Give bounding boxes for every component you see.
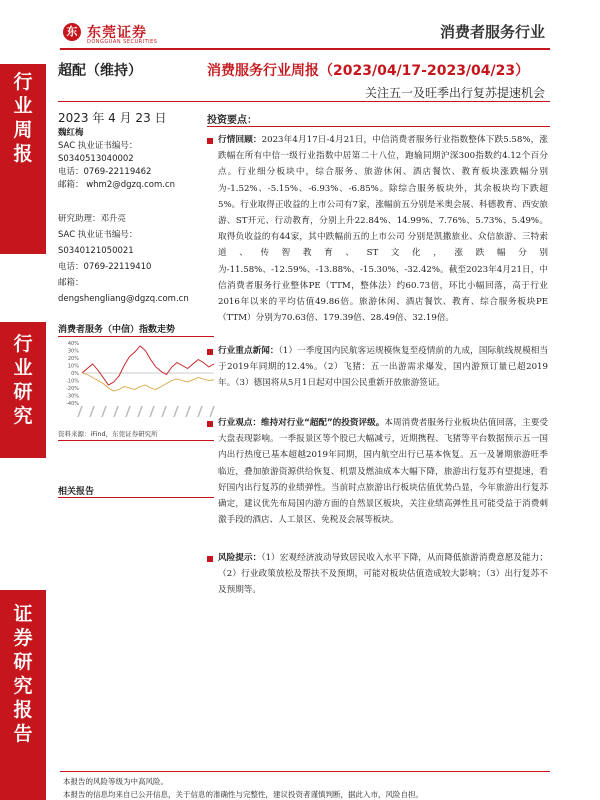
- x-tick-mark: [102, 406, 106, 417]
- industry-name: 消费者服务行业: [439, 23, 545, 41]
- assistant-email-label: 邮箱：: [58, 278, 84, 288]
- x-tick-mark: [162, 406, 166, 417]
- y-tick-label: 20%: [67, 356, 79, 362]
- chart-top-divider: [58, 336, 214, 337]
- analyst-name: 魏红梅: [58, 128, 84, 138]
- chart-title: 消费者服务（中信）指数走势: [58, 325, 176, 335]
- y-tick-label: -40%: [66, 401, 79, 407]
- x-tick-mark: [138, 406, 142, 417]
- header-divider: [60, 48, 550, 50]
- investment-divider: [207, 126, 550, 127]
- footer-disclaimer: 本报告的信息均来自已公开信息，关于信息的准确性与完整性，建议投资者谨慎判断，据此入市，风险自担。: [63, 790, 423, 799]
- assistant-block: [58, 211, 189, 307]
- side-band-char: 究: [13, 405, 33, 427]
- side-band-char: 业: [13, 95, 33, 117]
- side-band-char: 究: [13, 675, 33, 697]
- assistant-email: dengshengliang@dgzq.com.cn: [58, 294, 189, 304]
- side-band-securities-report: [0, 590, 46, 800]
- assistant-cert-label: SAC 执业证书编号：: [58, 230, 138, 240]
- footer-divider: [60, 771, 550, 772]
- bullet-icon: [207, 421, 213, 427]
- y-tick-label: 0%: [71, 371, 79, 377]
- assistant-phone: 电话：0769-22119410: [58, 262, 152, 272]
- analyst-phone: 电话：0769-22119462: [58, 167, 152, 177]
- side-band-char: 行: [13, 333, 33, 355]
- x-tick-mark: [114, 406, 118, 417]
- y-tick-label: -30%: [66, 393, 79, 400]
- y-tick-label: 30%: [67, 348, 79, 355]
- paragraph-lead: 风险提示：: [218, 553, 262, 563]
- assistant-name: 研究助理：邓升亮: [58, 214, 127, 224]
- analyst-cert: S0340513040002: [58, 154, 134, 164]
- paragraph-market-review: [218, 132, 548, 326]
- paragraph-industry-view: [218, 415, 548, 528]
- side-band-char: 报: [13, 143, 33, 165]
- y-tick-label: 40%: [67, 341, 79, 347]
- paragraph-text: （1）一季度国内民航客运规模恢复至疫情前的九成，国际航线规模相当于2019年同期的12.4%。（2）飞猪：五一出游需求爆发，国内游预订量已超2019年。（3）德国将从5月1日起对中国公民重新开放旅游签证。: [218, 346, 548, 389]
- side-band-char: 行: [13, 71, 33, 93]
- x-tick-mark: [126, 406, 130, 417]
- side-band-research: [0, 322, 46, 458]
- paragraph-lead: 行情回顾：: [218, 135, 262, 145]
- y-tick-label: -10%: [66, 378, 79, 385]
- chart-bottom-divider: [58, 440, 214, 441]
- title-divider: [58, 101, 550, 102]
- bullet-icon: [207, 138, 213, 144]
- x-tick-mark: [78, 406, 82, 417]
- report-date: 2023 年 4 月 23 日: [58, 111, 167, 125]
- side-band-char: 周: [13, 119, 33, 141]
- paragraph-text: （1）宏观经济波动导致居民收入水平下降，从而降低旅游消费意愿及能力；（2）行业政策放松及帮扶不及预期，可能对板块估值造成较大影响；（3）出行复苏不及预期等。: [218, 553, 548, 596]
- x-tick-mark: [150, 406, 154, 417]
- footer-risk-level: 本报告的风险等级为中高风险。: [63, 777, 168, 786]
- paragraph-lead: 行业重点新闻：: [218, 346, 279, 356]
- bullet-icon: [207, 349, 213, 355]
- company-logo-english: DONGGUAN SECURITIES: [87, 39, 158, 45]
- report-subtitle: 关注五一及旺季出行复苏提速机会: [364, 86, 545, 100]
- paragraph-lead: 行业观点：维持对行业“超配”的投资评级。: [218, 418, 385, 428]
- index-trend-chart: [58, 339, 218, 427]
- company-logo-icon: 东: [63, 23, 81, 41]
- side-band-char: 业: [13, 357, 33, 379]
- related-reports-heading: 相关报告: [58, 487, 95, 497]
- report-title: 消费服务行业周报（2023/04/17-2023/04/23）: [207, 63, 530, 79]
- company-logo-text: 东莞证券: [87, 25, 147, 41]
- bullet-icon: [207, 556, 213, 562]
- x-tick-mark: [90, 406, 94, 417]
- analyst-email: 邮箱： whm2@dgzq.com.cn: [58, 180, 175, 190]
- analyst-block: [58, 127, 175, 192]
- paragraph-text: 2023年4月17日-4月21日，中信消费者服务行业指数整体下跌5.58%，涨跌幅在所有中信一级行业指数中居第二十八位，跑输同期沪深300指数约4.12个百分点。行业细分板块中，综合服务、旅游休闲、酒店餐饮、教育板块涨跌幅分别为-1.52%、-5.15%、-6.93%、-6.85%。除综合服务板块外，其余板块均下跌超5%。行业取得正收益的上市公司有7家，涨幅前五分别是米奥会展、科德教育、西安旅游、ST开元、行动教育，分别上升22.84%、14.99%、7.76%、5.73%、5.49%。取得负收益的有44家，其中跌幅前五的上市公司 分别是凯撒旅业、众信旅游、三特索道、传智教育、ST文化，涨跌幅分别为-11.58%、-12.59%、-13.88%、-15.30%、-32.42%。截至2023年4月21日，中信消费者服务行业整体PE（TTM，整体法）约60.73倍，环比小幅回落，高于行业2016年以来的平均估值49.86倍。旅游休闲、酒店餐饮、教育、综合服务板块PE（TTM）分别为70.63倍、179.39倍、28.49倍、32.19倍。: [218, 135, 548, 324]
- side-band-weekly: [0, 64, 46, 254]
- assistant-cert: S0340121050021: [58, 246, 134, 256]
- side-band-char: 报: [13, 699, 33, 721]
- x-tick-mark: [174, 406, 178, 417]
- analyst-cert-label: SAC 执业证书编号：: [58, 141, 138, 151]
- y-tick-label: 10%: [67, 363, 79, 370]
- investment-points-heading: 投资要点：: [207, 115, 257, 126]
- side-band-char: 研: [13, 381, 33, 403]
- paragraph-risk: [218, 550, 548, 599]
- paragraph-industry-news: [218, 343, 548, 392]
- related-divider: [58, 497, 214, 498]
- x-tick-mark: [210, 406, 214, 417]
- side-band-char: 研: [13, 651, 33, 673]
- chart-source: 资料来源：iFind，东莞证券研究所: [58, 430, 158, 438]
- side-band-char: 券: [13, 627, 33, 649]
- rating: 超配（维持）: [58, 63, 142, 79]
- paragraph-text: 本周消费者服务行业板块估值回落，主要受大盘表现影响。一季报景区等个股已大幅减亏，近期携程、飞猪等平台数据预示五一国内出行热度已基本超越2019年同期，国内航空出行已基本恢复。五一及暑期旅游旺季临近，叠加旅游资源供给恢复、机票及燃油成本大幅下降，旅游出行复苏有望提速，看好国内出行复苏的业绩弹性。当前时点旅游出行板块估值优势凸显，今年旅游出行复苏确定，建议优先布局国内游方面的自然景区板块，关注业绩高弹性且可能受益于消费刺激手段的酒店、人工景区、免税及会展等板块。: [218, 418, 548, 526]
- side-band-char: 告: [13, 723, 33, 745]
- side-band-char: 证: [13, 603, 33, 625]
- x-tick-mark: [186, 406, 190, 417]
- y-tick-label: -20%: [66, 386, 79, 392]
- x-tick-mark: [198, 406, 202, 417]
